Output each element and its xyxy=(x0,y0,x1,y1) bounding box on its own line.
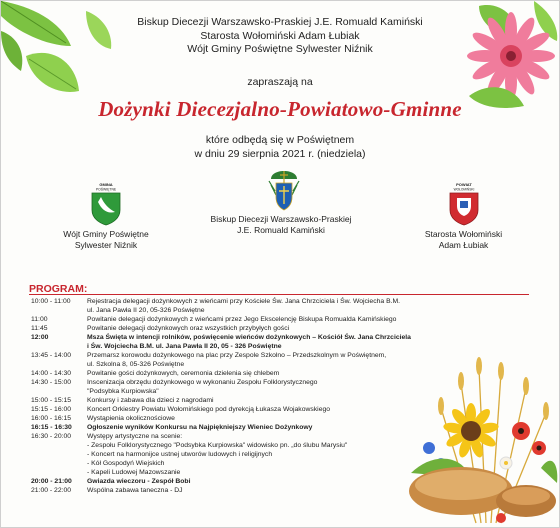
program-time xyxy=(31,441,87,450)
harvest-bouquet-decoration xyxy=(401,353,559,527)
svg-text:WOŁOMIŃSKI: WOŁOMIŃSKI xyxy=(453,187,475,192)
bishop-coat-of-arms-icon xyxy=(267,171,301,213)
program-description: Rejestracja delegacji dożynkowych z wieńcami przy Kościele Św. Jana Chrzciciela i Św. Wojciecha B.M. xyxy=(87,298,401,305)
event-title: Dożynki Diecezjalno-Powiatowo-Gminne xyxy=(98,97,462,121)
program-time: 12:00 xyxy=(31,334,49,341)
program-time: 21:00 - 22:00 xyxy=(31,487,72,494)
program-divider xyxy=(29,294,529,295)
program-description: ul. Jana Pawła II 20, 05-326 Poświętne xyxy=(87,307,205,314)
program-description: Powitanie gości dożynkowych, ceremonia dzielenia się chlebem xyxy=(87,370,280,377)
gmina-crest-icon xyxy=(89,182,123,226)
invite-text: zapraszają na xyxy=(247,76,313,88)
program-row xyxy=(31,306,501,315)
program-time: 11:00 xyxy=(31,316,48,323)
program-time xyxy=(31,450,87,459)
program-description: Wspólna zabawa taneczna - DJ xyxy=(87,487,183,494)
center-org-line-2: J.E. Romuald Kamiński xyxy=(237,225,325,235)
program-description: "Podsybka Kurpiowska" xyxy=(87,388,159,395)
program-time xyxy=(31,360,87,369)
program-time: 14:00 - 14:30 xyxy=(31,370,72,377)
program-time: 16:15 - 16:30 xyxy=(31,424,72,431)
program-time xyxy=(31,306,87,315)
date-line-2: w dniu 29 sierpnia 2021 r. (niedziela) xyxy=(194,147,366,160)
svg-text:POWIAT: POWIAT xyxy=(456,182,472,187)
svg-text:POŚWIĘTNE: POŚWIĘTNE xyxy=(95,187,117,192)
program-time: 13:45 - 14:00 xyxy=(31,352,72,359)
program-row xyxy=(31,315,501,324)
program-row xyxy=(31,324,501,333)
program-description: ul. Szkolna 8, 05-326 Poświętne xyxy=(87,361,185,368)
program-description: - Kapeli Ludowej Mazowszanie xyxy=(87,469,181,476)
program-description: Przemarsz korowodu dożynkowego na plac przy Zespole Szkolno – Przedszkolnym w Poświętnem, xyxy=(87,352,387,359)
program-description: Powitanie delegacji dożynkowych z wieńcami przez Jego Ekscelencję Biskupa Romualda Kamińskiego xyxy=(87,316,397,323)
program-description: Ogłoszenie wyników Konkursu na Najpiękniejszy Wieniec Dożynkowy xyxy=(87,424,313,431)
program-time: 16:00 - 16:15 xyxy=(31,415,72,422)
program-time xyxy=(31,387,87,396)
powiat-crest-icon xyxy=(447,182,481,226)
program-row xyxy=(31,333,501,342)
program-label: PROGRAM: xyxy=(29,283,88,295)
header-mayor: Wójt Gminy Poświętne Sylwester Niźnik xyxy=(187,43,373,55)
program-description: - Koncert na harmonijce ustnej utworów ludowych i religijnych xyxy=(87,451,273,458)
center-org-line-1: Biskup Diecezji Warszawsko-Praskiej xyxy=(210,214,352,224)
program-time: 14:30 - 15:00 xyxy=(31,379,72,386)
right-org-line-1: Starosta Wołomiński xyxy=(424,229,503,239)
program-description: Koncert Orkiestry Powiatu Wołomińskiego pod dyrekcją Łukasza Wojakowskiego xyxy=(87,406,331,413)
date-line-1: które odbędą się w Poświętnem xyxy=(205,134,355,146)
left-org-line-2: Sylwester Niźnik xyxy=(74,240,138,250)
program-description: Konkursy i zabawa dla dzieci z nagrodami xyxy=(87,397,214,404)
program-time: 15:00 - 15:15 xyxy=(31,397,72,404)
program-description: Występy artystyczne na scenie: xyxy=(87,433,183,440)
right-org-line-2: Adam Łubiak xyxy=(438,240,489,250)
program-time: 20:00 - 21:00 xyxy=(31,478,72,485)
header-starost: Starosta Wołomiński Adam Łubiak xyxy=(200,29,360,42)
program-description: Powitanie delegacji dożynkowych oraz wszystkich przybyłych gości xyxy=(87,325,290,332)
program-time xyxy=(31,459,87,468)
program-row xyxy=(31,297,501,306)
program-description: i Św. Wojciecha B.M. ul. Jana Pawła II 20, 05 - 326 Poświętne xyxy=(87,343,282,350)
program-time: 10:00 - 11:00 xyxy=(31,298,71,305)
svg-text:GMINA: GMINA xyxy=(99,182,113,187)
left-org-line-1: Wójt Gminy Poświętne xyxy=(63,229,149,239)
program-description: Gwiazda wieczoru - Zespół Bobi xyxy=(87,478,191,485)
header-bishop: Biskup Diecezji Warszawsko-Praskiej J.E. Romuald Kamiński xyxy=(137,16,423,28)
program-time: 15:15 - 16:00 xyxy=(31,406,72,413)
program-row xyxy=(31,342,501,351)
program-description: - Zespołu Folklorystycznego "Podsybka Kurpiowska" widowisko pn. „do ślubu Marysiu" xyxy=(87,442,348,449)
program-time xyxy=(31,342,87,351)
program-time xyxy=(31,468,87,477)
program-time: 16:30 - 20:00 xyxy=(31,433,72,440)
program-time: 11:45 xyxy=(31,325,48,332)
program-description: Msza Święta w intencji rolników, poświęcenie wieńców dożynkowych – Kościół Św. Jana Chrzciciela xyxy=(87,334,411,341)
program-description: Wystąpienia okolicznościowe xyxy=(87,415,175,422)
program-description: Inscenizacja obrzędu dożynkowego w wykonaniu Zespołu Folklorystycznego xyxy=(87,379,318,386)
program-description: - Kół Gospodyń Wiejskich xyxy=(87,460,165,467)
